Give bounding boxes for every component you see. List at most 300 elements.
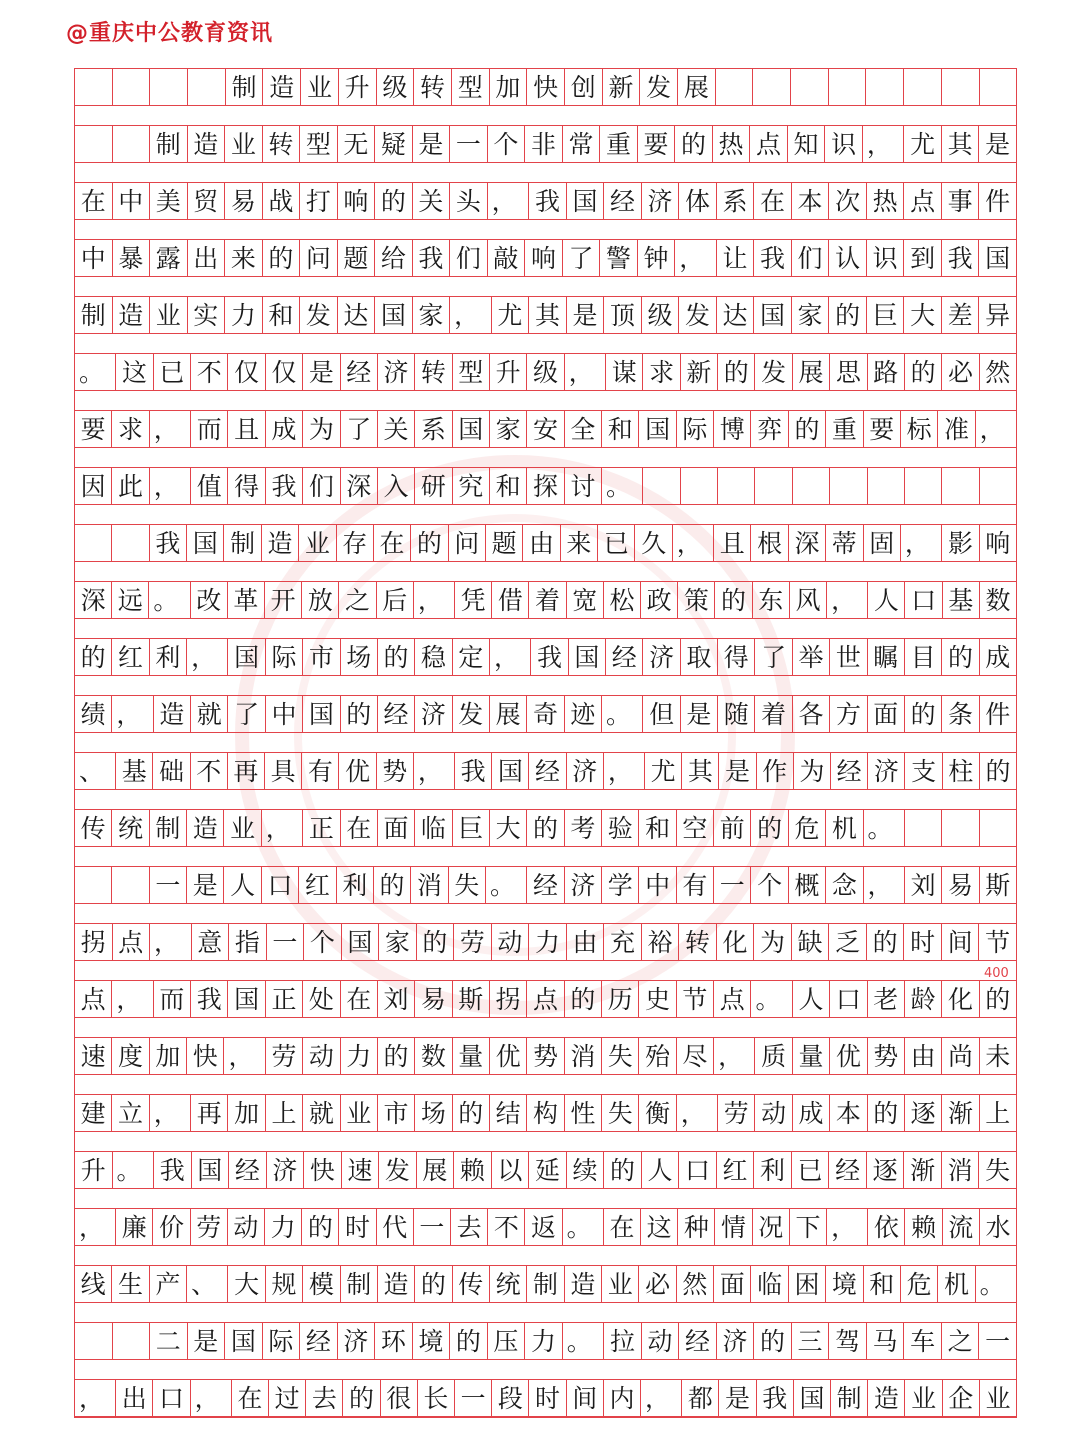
grid-cell: 国: [192, 1152, 230, 1188]
grid-cell: 家: [379, 924, 417, 960]
grid-cell: 巨: [867, 297, 905, 333]
grid-cell: 。: [751, 981, 792, 1017]
grid-cell: 展: [417, 1152, 455, 1188]
grid-cell: 处: [303, 981, 340, 1017]
grid-cell: 经: [300, 1323, 338, 1359]
grid-cell: 入: [378, 468, 415, 504]
grid-cell: 警: [600, 240, 638, 276]
grid-cell: 条: [942, 696, 979, 732]
grid-cell: 制: [226, 69, 264, 105]
grid-cell: 关: [413, 183, 451, 219]
grid-cell: 、: [187, 1266, 228, 1302]
grid-cell: 统: [112, 810, 149, 846]
grid-cell: 国: [228, 981, 265, 1017]
grid-cell: 化: [717, 924, 755, 960]
grid-cell: [942, 468, 979, 504]
grid-cell: 打: [300, 183, 338, 219]
grid-cell: [75, 126, 113, 162]
grid-cell: 国: [492, 753, 529, 789]
grid-cell: 热: [867, 183, 905, 219]
grid-cell: 型: [453, 354, 490, 390]
grid-cell: 易: [415, 981, 452, 1017]
grid-cell: 深: [75, 582, 112, 618]
grid-cell: 是: [567, 297, 605, 333]
grid-cell: 着: [755, 696, 792, 732]
grid-cell: 这: [116, 354, 153, 390]
grid-cell: 尤: [904, 126, 942, 162]
grid-cell: [75, 867, 112, 903]
grid-cell: 验: [602, 810, 639, 846]
grid-cell: 红: [112, 639, 149, 675]
grid-cell: 关: [378, 411, 415, 447]
grid-cell: ，: [673, 525, 714, 561]
grid-cell: 失: [449, 867, 486, 903]
grid-cell: 历: [602, 981, 639, 1017]
grid-cell: 要: [864, 411, 901, 447]
grid-cell: 安: [527, 411, 564, 447]
grid-cell: 制: [150, 126, 188, 162]
grid-cell: 的: [675, 126, 713, 162]
grid-cell: 。: [563, 1209, 604, 1245]
grid-cell: 际: [266, 639, 303, 675]
grid-cell: 势: [377, 753, 414, 789]
grid-cell: 际: [677, 411, 714, 447]
grid-cell: 常: [563, 126, 601, 162]
grid-cell: 的: [450, 1323, 488, 1359]
grid-cell: 基: [943, 582, 980, 618]
grid-cell: 热: [713, 126, 751, 162]
grid-cell: 必: [942, 354, 979, 390]
word-count-marker: 400: [984, 966, 1009, 981]
grid-cell: 经: [229, 1152, 267, 1188]
grid-row: [75, 68, 1016, 106]
grid-cell: 建: [75, 1095, 112, 1131]
grid-cell: 转: [679, 924, 717, 960]
grid-cell: 我: [754, 240, 792, 276]
grid-cell: 目: [905, 639, 942, 675]
grid-cell: 考: [565, 810, 602, 846]
grid-cell: 迹: [565, 696, 602, 732]
grid-cell: 差: [942, 297, 980, 333]
grid-cell: 是: [303, 354, 340, 390]
grid-cell: ，: [827, 1209, 868, 1245]
grid-cell: 制: [341, 1266, 378, 1302]
grid-cell: ，: [641, 1380, 682, 1416]
grid-cell: 下: [790, 1209, 827, 1245]
grid-cell: 指: [229, 924, 267, 960]
grid-cell: 。: [602, 468, 643, 504]
grid-cell: 长: [418, 1380, 455, 1416]
grid-cell: 国: [754, 297, 792, 333]
grid-cell: 为: [794, 753, 831, 789]
grid-cell: 这: [641, 1209, 678, 1245]
grid-cell: 我: [413, 240, 451, 276]
grid-cell: 济: [642, 183, 680, 219]
grid-cell: 东: [753, 582, 790, 618]
grid-cell: 有: [302, 753, 339, 789]
grid-cell: 国: [225, 1323, 263, 1359]
grid-cell: ，: [191, 1380, 232, 1416]
grid-cell: 势: [868, 1038, 905, 1074]
grid-cell: 刘: [378, 981, 415, 1017]
grid-cell: 去: [451, 1209, 488, 1245]
grid-cell: 在: [75, 183, 113, 219]
grid-cell: 内: [604, 1380, 641, 1416]
grid-cell: 前: [714, 810, 751, 846]
grid-cell: 造: [263, 69, 301, 105]
grid-row: [75, 1037, 1016, 1075]
grid-cell: 代: [377, 1209, 414, 1245]
grid-cell: 值: [191, 468, 228, 504]
grid-cell: 力: [225, 297, 263, 333]
grid-cell: 的: [415, 1266, 452, 1302]
grid-cell: 在: [604, 1209, 641, 1245]
grid-cell: 际: [263, 1323, 301, 1359]
grid-cell: 我: [150, 525, 187, 561]
grid-row: [75, 524, 1016, 562]
grid-cell: 问: [449, 525, 486, 561]
grid-cell: 的: [417, 924, 455, 960]
grid-cell: [755, 468, 792, 504]
grid-cell: 升: [490, 354, 527, 390]
grid-cell: 以: [492, 1152, 530, 1188]
grid-cell: 快: [527, 69, 565, 105]
grid-cell: [643, 468, 680, 504]
grid-cell: 中: [266, 696, 303, 732]
grid-cell: 红: [717, 1152, 755, 1188]
grid-cell: [904, 69, 942, 105]
grid-cell: 龄: [905, 981, 942, 1017]
grid-cell: 识: [825, 126, 863, 162]
grid-cell: 定: [453, 639, 490, 675]
grid-cell: 点: [527, 981, 564, 1017]
grid-cell: 。: [113, 1152, 155, 1188]
grid-cell: 节: [985, 927, 1011, 957]
grid-cell: 识: [867, 240, 905, 276]
grid-cell: 经: [831, 753, 868, 789]
grid-cell: 了: [755, 639, 792, 675]
grid-cell: 和: [864, 1266, 901, 1302]
grid-cell: 型: [300, 126, 338, 162]
grid-cell: 的: [263, 240, 301, 276]
grid-cell: 场: [415, 1095, 452, 1131]
grid-cell: ，: [75, 1380, 116, 1416]
grid-cell: 国: [303, 696, 340, 732]
grid-cell: ，: [150, 468, 191, 504]
grid-cell: ，: [224, 1038, 265, 1074]
grid-cell: 上: [985, 1098, 1011, 1128]
grid-cell: 驾: [829, 1323, 867, 1359]
grid-cell: 是: [681, 696, 718, 732]
grid-cell: 此: [112, 468, 149, 504]
grid-cell: 在: [754, 183, 792, 219]
grid-cell: 的: [411, 525, 448, 561]
grid-cell: 人: [868, 582, 905, 618]
grid-cell: 本: [830, 1095, 867, 1131]
grid-cell: 经: [606, 639, 643, 675]
grid-cell: 加: [228, 1095, 265, 1131]
grid-cell: 们: [303, 468, 340, 504]
grid-cell: 制: [831, 1380, 868, 1416]
grid-cell: 中: [113, 183, 151, 219]
grid-cell: 化: [942, 981, 979, 1017]
grid-cell: 境: [826, 1266, 863, 1302]
grid-cell: 造: [262, 525, 299, 561]
grid-cell: [188, 69, 226, 105]
grid-cell: 优: [339, 753, 376, 789]
grid-cell: 个: [488, 126, 526, 162]
grid-cell: 渐: [942, 1095, 979, 1131]
grid-cell: ，: [414, 753, 455, 789]
grid-cell: 再: [228, 753, 265, 789]
grid-cell: 动: [642, 1323, 680, 1359]
grid-cell: 济: [338, 1323, 376, 1359]
grid-cell: ，: [863, 126, 905, 162]
grid-cell: 创: [565, 69, 603, 105]
grid-cell: 得: [718, 639, 755, 675]
grid-cell: 题: [486, 525, 523, 561]
grid-cell: 业: [224, 810, 261, 846]
grid-cell: [681, 468, 718, 504]
grid-cell: 的: [341, 696, 378, 732]
grid-cell: 贸: [188, 183, 226, 219]
grid-cell: 的: [375, 183, 413, 219]
grid-cell: 济: [415, 696, 452, 732]
grid-cell: 转: [415, 354, 452, 390]
grid-cell: 口: [679, 1152, 717, 1188]
grid-cell: 博: [714, 411, 751, 447]
grid-cell: 已: [792, 1152, 830, 1188]
grid-cell: 奇: [527, 696, 564, 732]
grid-cell: 济: [868, 753, 905, 789]
grid-row: [75, 467, 1016, 505]
grid-cell: 开: [265, 582, 302, 618]
grid-cell: 延: [529, 1152, 567, 1188]
grid-cell: 失: [602, 1095, 639, 1131]
grid-cell: 造: [188, 126, 226, 162]
grid-cell: ，: [714, 1038, 755, 1074]
grid-cell: 准: [938, 411, 975, 447]
grid-cell: 大: [228, 1266, 265, 1302]
grid-cell: 由: [523, 525, 560, 561]
grid-cell: 空: [677, 810, 714, 846]
grid-cell: 口: [262, 867, 299, 903]
grid-cell: 的: [985, 756, 1011, 786]
grid-cell: [113, 1323, 151, 1359]
grid-cell: 红: [299, 867, 336, 903]
grid-cell: 基: [116, 753, 153, 789]
grid-cell: 而: [191, 411, 228, 447]
grid-cell: 国: [342, 924, 380, 960]
grid-cell: 面: [714, 1266, 751, 1302]
grid-cell: 们: [450, 240, 488, 276]
grid-cell: 速: [75, 1038, 112, 1074]
grid-cell: 次: [829, 183, 867, 219]
grid-cell: 和: [490, 468, 527, 504]
grid-cell: 一: [455, 1380, 492, 1416]
grid-cell: 随: [718, 696, 755, 732]
grid-cell: 拐: [490, 981, 527, 1017]
grid-cell: 求: [643, 354, 680, 390]
grid-cell: 时: [904, 924, 942, 960]
grid-cell: 面: [378, 810, 415, 846]
grid-cell: 经: [378, 696, 415, 732]
grid-cell: 钟: [638, 240, 676, 276]
grid-cell: 势: [527, 1038, 564, 1074]
grid-cell: 转: [263, 126, 301, 162]
grid-cell: 的: [867, 924, 905, 960]
grid-cell: 型: [452, 69, 490, 105]
grid-cell: 因: [75, 468, 112, 504]
grid-row: [75, 353, 1016, 391]
grid-cell: 的: [604, 1152, 642, 1188]
grid-cell: 一: [414, 1209, 451, 1245]
grid-cell: 系: [415, 411, 452, 447]
grid-cell: 国: [375, 297, 413, 333]
grid-cell: 快: [187, 1038, 224, 1074]
grid-row: [75, 581, 1016, 619]
grid-cell: 模: [303, 1266, 340, 1302]
grid-cell: 过: [269, 1380, 306, 1416]
grid-cell: 造: [113, 297, 151, 333]
grid-cell: 造: [187, 810, 224, 846]
grid-cell: 响: [338, 183, 376, 219]
grid-cell: 业: [341, 1095, 378, 1131]
grid-cell: [150, 69, 188, 105]
grid-cell: 。: [75, 354, 116, 390]
grid-cell: 种: [678, 1209, 715, 1245]
grid-cell: 国: [794, 1380, 831, 1416]
grid-cell: 车: [904, 1323, 942, 1359]
grid-cell: 在: [341, 981, 378, 1017]
grid-cell: 们: [792, 240, 830, 276]
grid-cell: 赖: [905, 1209, 942, 1245]
grid-cell: 造: [378, 1266, 415, 1302]
grid-cell: 优: [830, 1038, 867, 1074]
grid-cell: ，: [75, 1209, 116, 1245]
grid-cell: 规: [266, 1266, 303, 1302]
grid-cell: 求: [112, 411, 149, 447]
grid-cell: 制: [150, 810, 187, 846]
grid-row: [75, 695, 1016, 733]
grid-cell: 大: [490, 810, 527, 846]
grid-cell: 缺: [792, 924, 830, 960]
grid-cell: 国: [985, 243, 1011, 273]
grid-cell: 响: [985, 528, 1011, 558]
grid-cell: 知: [788, 126, 826, 162]
grid-cell: 取: [681, 639, 718, 675]
grid-cell: 逐: [905, 1095, 942, 1131]
grid-cell: 济: [717, 1323, 755, 1359]
grid-cell: 济: [267, 1152, 305, 1188]
grid-cell: 业: [150, 297, 188, 333]
grid-row: [75, 752, 1016, 790]
grid-cell: 出: [188, 240, 226, 276]
grid-cell: 去: [306, 1380, 343, 1416]
grid-cell: 了: [341, 411, 378, 447]
grid-cell: 点: [750, 126, 788, 162]
grid-cell: 发: [453, 696, 490, 732]
grid-cell: 动: [492, 924, 530, 960]
grid-cell: 危: [789, 810, 826, 846]
grid-cell: 放: [302, 582, 339, 618]
grid-cell: 成: [793, 1095, 830, 1131]
grid-row: [75, 638, 1016, 676]
grid-cell: 的: [565, 981, 602, 1017]
grid-cell: 个: [304, 924, 342, 960]
grid-cell: ，: [901, 525, 942, 561]
grid-cell: 我: [154, 1152, 192, 1188]
grid-cell: 、: [75, 753, 116, 789]
grid-cell: 了: [228, 696, 265, 732]
grid-cell: 非: [525, 126, 563, 162]
grid-cell: 是: [188, 1323, 226, 1359]
grid-cell: 必: [639, 1266, 676, 1302]
grid-cell: 瞩: [868, 639, 905, 675]
grid-row: [75, 296, 1016, 334]
grid-cell: 返: [525, 1209, 562, 1245]
grid-cell: 转: [414, 69, 452, 105]
grid-cell: 的: [868, 1095, 905, 1131]
grid-cell: ，: [979, 414, 1005, 444]
grid-cell: [75, 69, 113, 105]
grid-cell: 重: [600, 126, 638, 162]
grid-cell: [942, 810, 979, 846]
grid-cell: 业: [225, 126, 263, 162]
grid-cell: 口: [153, 1380, 190, 1416]
grid-cell: 深: [341, 468, 378, 504]
grid-cell: 件: [985, 699, 1011, 729]
grid-cell: 的: [378, 639, 415, 675]
grid-cell: 探: [527, 468, 564, 504]
grid-cell: 念: [826, 867, 863, 903]
grid-cell: 凭: [455, 582, 492, 618]
account-handle: @重庆中公教育资讯: [66, 21, 274, 46]
grid-row: [75, 1379, 1016, 1417]
grid-cell: 利: [150, 639, 187, 675]
grid-cell: 家: [490, 411, 527, 447]
grid-cell: 我: [531, 639, 568, 675]
grid-cell: 。: [602, 696, 643, 732]
grid-cell: 由: [567, 924, 605, 960]
grid-cell: 情: [715, 1209, 752, 1245]
grid-cell: 经: [527, 867, 564, 903]
grid-cell: 的: [715, 582, 752, 618]
grid-cell: ，: [677, 1095, 718, 1131]
grid-cell: 失: [602, 1038, 639, 1074]
grid-cell: 其: [529, 297, 567, 333]
grid-cell: 力: [341, 1038, 378, 1074]
grid-cell: 传: [75, 810, 112, 846]
grid-cell: [868, 468, 905, 504]
grid-cell: 业: [905, 1380, 942, 1416]
grid-cell: [791, 69, 829, 105]
grid-cell: [113, 126, 151, 162]
grid-cell: 裕: [642, 924, 680, 960]
grid-cell: [830, 468, 867, 504]
grid-cell: 度: [112, 1038, 149, 1074]
grid-cell: 系: [717, 183, 755, 219]
grid-cell: 赖: [454, 1152, 492, 1188]
grid-cell: 利: [337, 867, 374, 903]
grid-cell: 马: [867, 1323, 905, 1359]
grid-cell: 国: [453, 411, 490, 447]
grid-cell: 实: [188, 297, 226, 333]
grid-cell: 发: [755, 354, 792, 390]
grid-cell: 国: [187, 525, 224, 561]
grid-cell: 我: [191, 981, 228, 1017]
grid-cell: 的: [789, 411, 826, 447]
